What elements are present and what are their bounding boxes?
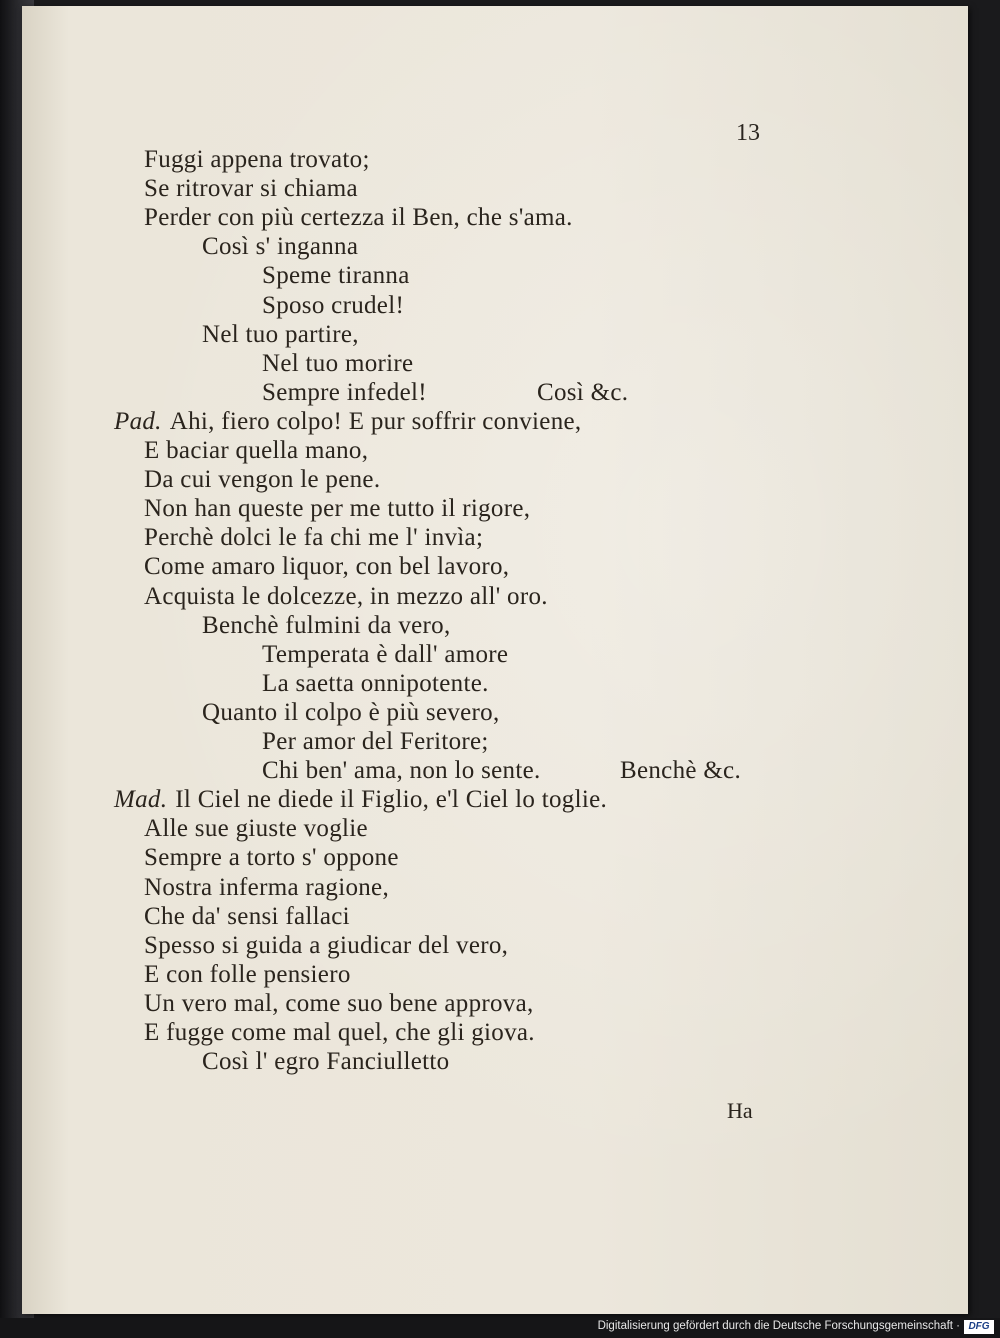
verse-line-text: Sempre infedel! bbox=[262, 378, 427, 406]
verse-line bbox=[262, 379, 427, 407]
verse-line bbox=[202, 233, 358, 261]
verse-line bbox=[144, 990, 534, 1018]
verse-line-text: Nel tuo partire, bbox=[202, 320, 359, 348]
catchword: Ha bbox=[727, 1098, 753, 1123]
verse-line-text: E baciar quella mano, bbox=[144, 437, 369, 464]
verse-line-text: E fugge come mal quel, che gli giova. bbox=[144, 1019, 535, 1046]
verse-line bbox=[202, 1048, 449, 1076]
verse-line bbox=[144, 961, 351, 989]
verse-line-text: Benchè fulmini da vero, bbox=[202, 611, 451, 639]
verse-line-text: Non han queste per me tutto il rigore, bbox=[144, 495, 531, 523]
verse-line-text: Da cui vengon le pene. bbox=[144, 466, 381, 494]
verse-line bbox=[144, 146, 370, 174]
verse-line bbox=[262, 728, 489, 756]
funding-credit: Digitalisierung gefördert durch die Deutsche Forschungsgemeinschaft · bbox=[597, 1320, 960, 1332]
verse-line bbox=[144, 583, 548, 611]
verse-line bbox=[144, 553, 509, 581]
verse-line bbox=[114, 408, 581, 436]
verse-line bbox=[114, 786, 607, 814]
verse-line-text: Perchè dolci le fa chi me l' invìa; bbox=[144, 524, 484, 552]
verse-line bbox=[144, 1019, 535, 1047]
verse-line bbox=[144, 437, 368, 465]
verse-line-text: Chi ben' ama, non lo sente. bbox=[262, 757, 541, 785]
footer-bar bbox=[0, 1318, 1000, 1338]
verse-line-text: Ahi, fiero colpo! E pur soffrir conviene, bbox=[169, 407, 582, 435]
verse-line bbox=[262, 670, 489, 698]
verse-line-text: Il Ciel ne diede il Figlio, e'l Ciel lo toglie. bbox=[175, 786, 608, 814]
verse-line bbox=[144, 815, 368, 843]
verse-line bbox=[144, 932, 508, 960]
verse-line bbox=[202, 699, 500, 727]
verse-line-text: Un vero mal, come suo bene approva, bbox=[144, 989, 534, 1017]
speaker-label: Pad. bbox=[114, 407, 162, 435]
verse-line bbox=[262, 262, 410, 290]
verse-line-text: Temperata è dall' amore bbox=[262, 640, 509, 668]
page-number: 13 bbox=[736, 120, 760, 146]
verse-line-text: Sposo crudel! bbox=[262, 291, 405, 319]
verse-line bbox=[144, 524, 483, 552]
verse-line bbox=[144, 175, 358, 203]
verse-line-text: La saetta onnipotente. bbox=[262, 669, 489, 697]
speaker-label: Mad. bbox=[114, 786, 168, 814]
verse-line bbox=[262, 641, 508, 669]
verse-line-text: Così l' egro Fanciulletto bbox=[202, 1048, 450, 1076]
verse-line-text: Sempre a torto s' oppone bbox=[144, 844, 399, 872]
verse-line-text: Speme tiranna bbox=[262, 262, 410, 290]
verse-line-text: Spesso si guida a giudicar del vero, bbox=[144, 931, 509, 959]
verse-line bbox=[262, 292, 404, 320]
repeat-cue: Così &c. bbox=[537, 378, 629, 406]
verse-line-text: Acquista le dolcezze, in mezzo all' oro. bbox=[144, 582, 548, 610]
verse-line-text: Quanto il colpo è più severo, bbox=[202, 698, 500, 726]
verse-line bbox=[144, 495, 530, 523]
verse-line bbox=[144, 204, 573, 232]
verse-line bbox=[144, 903, 350, 931]
verse-line bbox=[262, 757, 541, 785]
verse-line bbox=[202, 321, 359, 349]
verse-line-text: Perder con più certezza il Ben, che s'ama. bbox=[144, 204, 573, 232]
repeat-cue: Benchè &c. bbox=[620, 757, 742, 785]
book-page bbox=[22, 6, 968, 1314]
verse-line-text: Nostra inferma ragione, bbox=[144, 873, 389, 901]
verse-line bbox=[144, 874, 389, 902]
verse-line-text: Così s' inganna bbox=[202, 233, 359, 261]
verse-line-text: E con folle pensiero bbox=[144, 960, 351, 988]
verse-line-text: Alle sue giuste voglie bbox=[144, 815, 368, 843]
verse-line bbox=[262, 350, 413, 378]
verse-line-text: Come amaro liquor, con bel lavoro, bbox=[144, 553, 510, 581]
verse-line-text: Se ritrovar si chiama bbox=[144, 175, 358, 203]
verse-line-text: Che da' sensi fallaci bbox=[144, 902, 350, 930]
verse-line bbox=[144, 466, 380, 494]
dfg-logo: DFG bbox=[964, 1320, 994, 1334]
verse-line bbox=[144, 844, 399, 872]
verse-line bbox=[202, 612, 451, 640]
verse-line-text: Fuggi appena trovato; bbox=[144, 146, 370, 173]
verse-line-text: Per amor del Feritore; bbox=[262, 728, 489, 755]
verse-line-text: Nel tuo morire bbox=[262, 349, 414, 377]
